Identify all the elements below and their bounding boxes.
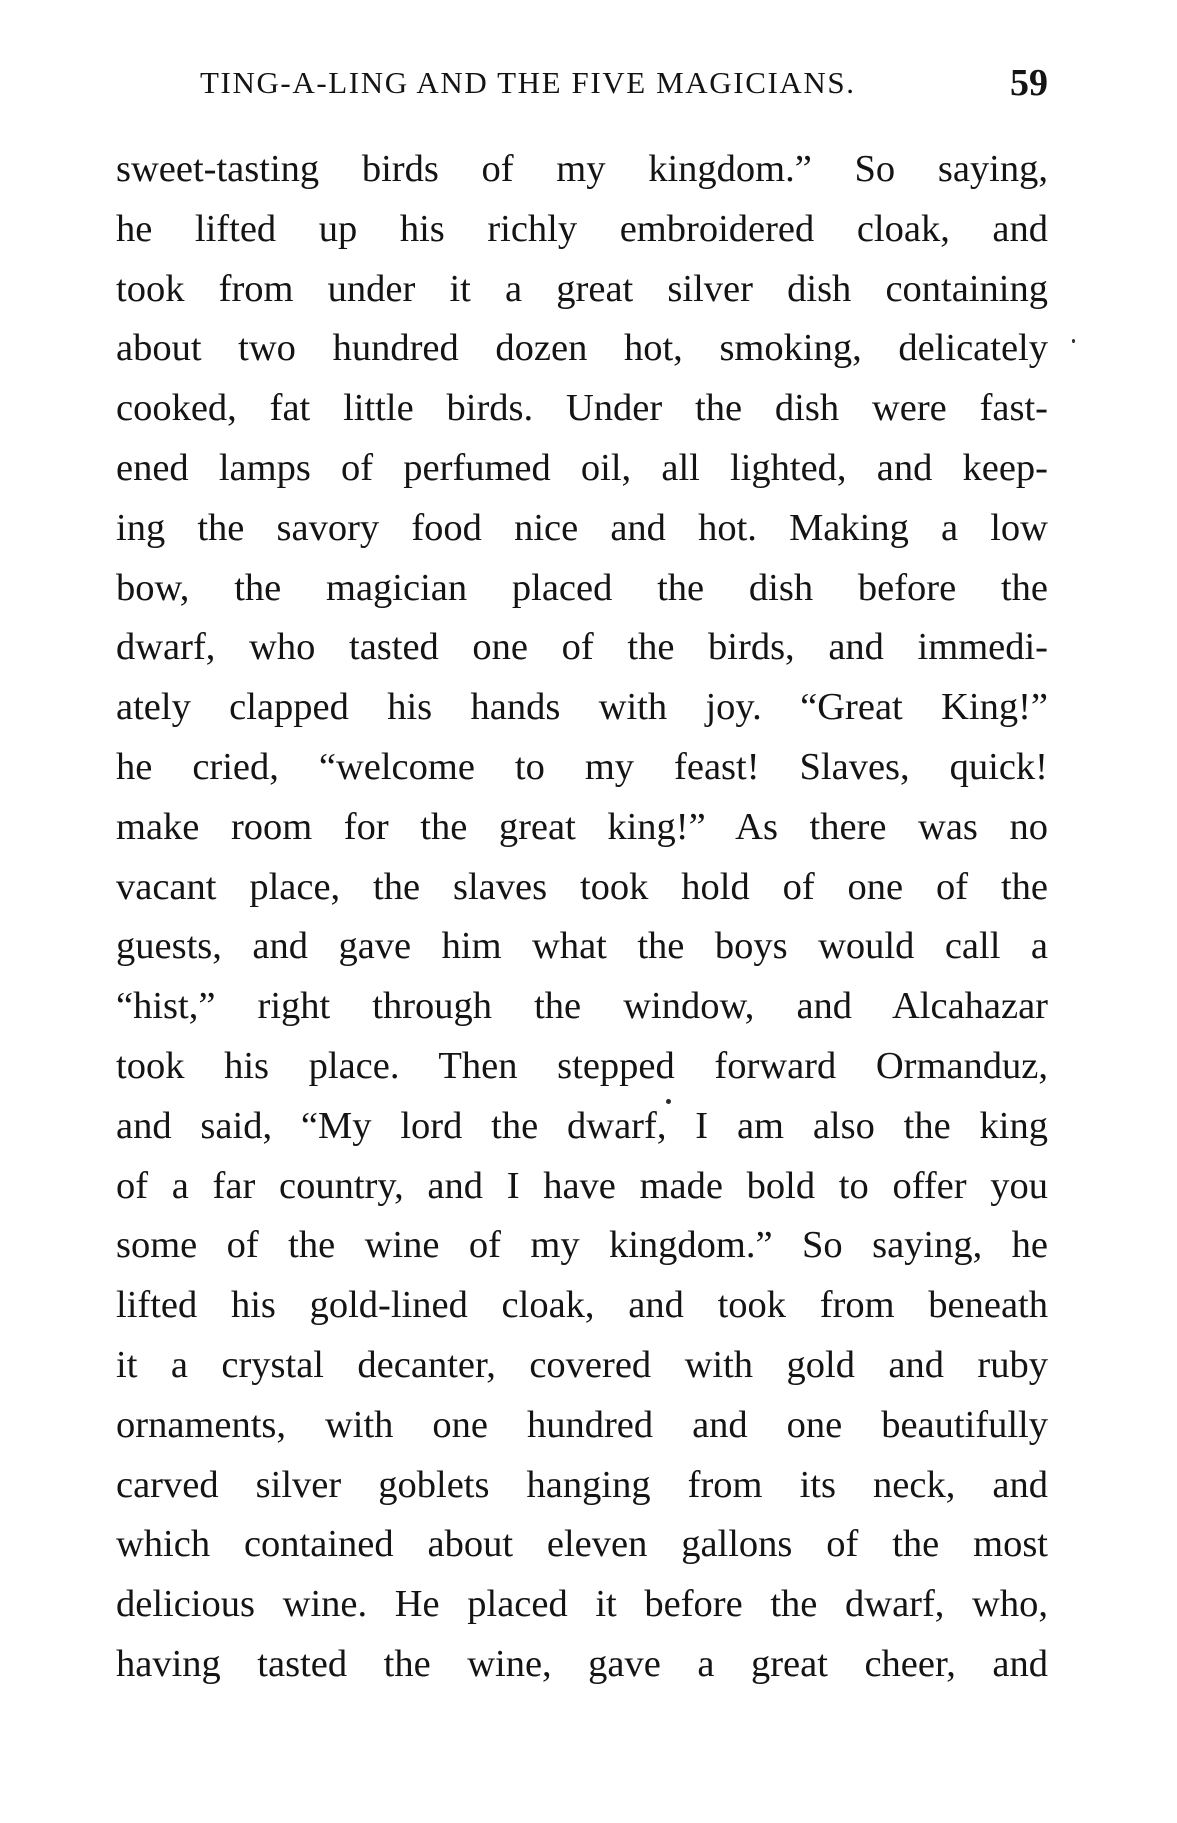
text-line: dwarf, who tasted one of the birds, and immedi- [116, 626, 1048, 669]
text-line: about two hundred dozen hot, smoking, delicately [116, 327, 1048, 370]
text-line: which contained about eleven gallons of the most [116, 1523, 1048, 1566]
text-line: he lifted up his richly embroidered cloak, and [116, 207, 1048, 250]
print-speck [1072, 339, 1075, 343]
text-line: bow, the magician placed the dish before the [116, 566, 1048, 609]
print-speck [666, 1099, 671, 1104]
text-line: guests, and gave him what the boys would call a [116, 925, 1048, 968]
text-line: took his place. Then stepped forward Ormanduz, [116, 1044, 1048, 1087]
text-line: ing the savory food nice and hot. Making a low [116, 506, 1048, 549]
text-line: ornaments, with one hundred and one beautifully [116, 1403, 1048, 1446]
text-line: it a crystal decanter, covered with gold and ruby [116, 1343, 1048, 1386]
text-line: sweet-tasting birds of my kingdom.” So saying, [116, 148, 1048, 190]
running-head [200, 58, 1048, 108]
text-line: having tasted the wine, gave a great cheer, and [116, 1642, 1048, 1685]
text-line: he cried, “welcome to my feast! Slaves, quick! [116, 745, 1048, 788]
text-line: cooked, fat little birds. Under the dish were fast- [116, 387, 1048, 430]
text-line: “hist,” right through the window, and Alcahazar [116, 985, 1048, 1028]
body-text [116, 140, 1048, 1695]
text-line: ened lamps of perfumed oil, all lighted, and keep- [116, 446, 1048, 489]
text-line: make room for the great king!” As there was no [116, 805, 1048, 848]
text-line: took from under it a great silver dish containing [116, 267, 1048, 310]
running-title: TING-A-LING AND THE FIVE MAGICIANS. [200, 65, 856, 100]
text-line: vacant place, the slaves took hold of one of the [116, 865, 1048, 908]
text-line: of a far country, and I have made bold to offer you [116, 1164, 1048, 1207]
text-line: lifted his gold-lined cloak, and took from beneath [116, 1284, 1048, 1327]
text-line: some of the wine of my kingdom.” So saying, he [116, 1224, 1048, 1267]
text-line: delicious wine. He placed it before the dwarf, who, [116, 1583, 1048, 1626]
text-line: ately clapped his hands with joy. “Great King!” [116, 686, 1048, 729]
page-number: 59 [1010, 62, 1048, 104]
text-line: and said, “My lord the dwarf, I am also the king [116, 1104, 1048, 1147]
text-line: carved silver goblets hanging from its neck, and [116, 1463, 1048, 1506]
